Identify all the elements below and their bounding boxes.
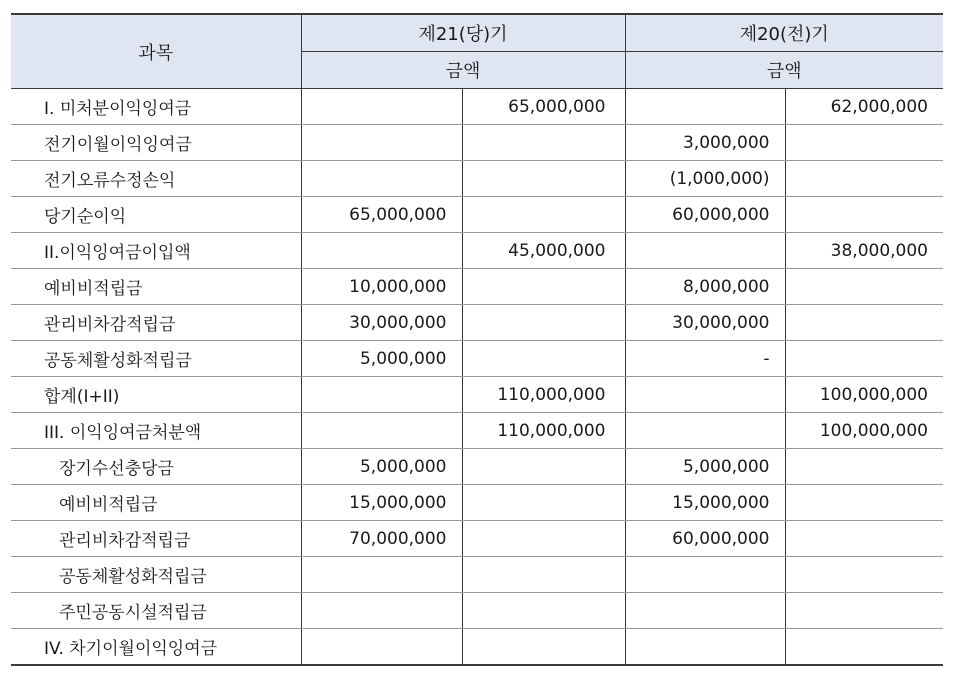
period-21-total-amount: 45,000,000 bbox=[462, 233, 625, 269]
period-21-total-amount bbox=[462, 521, 625, 557]
period-20-detail-amount: 30,000,000 bbox=[625, 305, 785, 341]
period-21-total-amount bbox=[462, 125, 625, 161]
period-20-detail-amount: 60,000,000 bbox=[625, 521, 785, 557]
period-20-total-amount bbox=[785, 125, 943, 161]
period-20-detail-amount bbox=[625, 89, 785, 125]
table-row bbox=[11, 197, 943, 233]
statement-table-container bbox=[11, 13, 943, 666]
period-21-detail-amount: 30,000,000 bbox=[301, 305, 462, 341]
period-20-total-amount: 100,000,000 bbox=[785, 413, 943, 449]
period-21-total-amount bbox=[462, 593, 625, 629]
period-20-detail-amount bbox=[625, 233, 785, 269]
table-row bbox=[11, 413, 943, 449]
row-label: 합계(I+II) bbox=[11, 377, 301, 413]
period-20-detail-amount bbox=[625, 413, 785, 449]
table-row bbox=[11, 629, 943, 666]
period-20-total-amount: 62,000,000 bbox=[785, 89, 943, 125]
period-20-total-amount bbox=[785, 557, 943, 593]
table-row bbox=[11, 593, 943, 629]
period-20-total-amount bbox=[785, 629, 943, 666]
period-21-total-amount bbox=[462, 449, 625, 485]
period-20-total-amount bbox=[785, 161, 943, 197]
row-label: 전기이월이익잉여금 bbox=[11, 125, 301, 161]
table-row bbox=[11, 485, 943, 521]
period-21-detail-amount: 10,000,000 bbox=[301, 269, 462, 305]
period-20-detail-amount: 8,000,000 bbox=[625, 269, 785, 305]
period-21-detail-amount bbox=[301, 89, 462, 125]
table-row bbox=[11, 161, 943, 197]
period-21-header: 제21(당)기 bbox=[301, 14, 625, 52]
period-21-detail-amount bbox=[301, 125, 462, 161]
amount-20-header: 금액 bbox=[625, 52, 943, 89]
table-row bbox=[11, 341, 943, 377]
table-row bbox=[11, 125, 943, 161]
table-row bbox=[11, 377, 943, 413]
row-label: 장기수선충당금 bbox=[11, 449, 301, 485]
period-21-detail-amount bbox=[301, 413, 462, 449]
period-21-total-amount bbox=[462, 557, 625, 593]
period-20-total-amount bbox=[785, 197, 943, 233]
period-21-total-amount bbox=[462, 269, 625, 305]
row-label: 전기오류수정손익 bbox=[11, 161, 301, 197]
amount-21-header: 금액 bbox=[301, 52, 625, 89]
period-20-total-amount bbox=[785, 449, 943, 485]
period-20-detail-amount: - bbox=[625, 341, 785, 377]
period-20-total-amount bbox=[785, 305, 943, 341]
period-21-total-amount bbox=[462, 197, 625, 233]
table-row bbox=[11, 521, 943, 557]
period-21-detail-amount bbox=[301, 161, 462, 197]
table-row bbox=[11, 269, 943, 305]
row-label: I. 미처분이익잉여금 bbox=[11, 89, 301, 125]
period-20-total-amount bbox=[785, 341, 943, 377]
period-21-total-amount bbox=[462, 629, 625, 666]
period-20-detail-amount bbox=[625, 557, 785, 593]
row-label: 당기순이익 bbox=[11, 197, 301, 233]
period-20-detail-amount: (1,000,000) bbox=[625, 161, 785, 197]
period-20-detail-amount: 3,000,000 bbox=[625, 125, 785, 161]
table-row bbox=[11, 449, 943, 485]
period-21-detail-amount: 5,000,000 bbox=[301, 449, 462, 485]
period-21-total-amount: 110,000,000 bbox=[462, 413, 625, 449]
period-21-detail-amount bbox=[301, 629, 462, 666]
row-label: 주민공동시설적립금 bbox=[11, 593, 301, 629]
period-21-detail-amount bbox=[301, 593, 462, 629]
row-label: 예비비적립금 bbox=[11, 269, 301, 305]
table-row bbox=[11, 233, 943, 269]
row-label: 관리비차감적립금 bbox=[11, 521, 301, 557]
table-row bbox=[11, 305, 943, 341]
period-21-detail-amount bbox=[301, 377, 462, 413]
period-20-detail-amount bbox=[625, 593, 785, 629]
period-20-total-amount bbox=[785, 269, 943, 305]
period-20-detail-amount: 15,000,000 bbox=[625, 485, 785, 521]
period-20-detail-amount: 5,000,000 bbox=[625, 449, 785, 485]
period-21-total-amount: 110,000,000 bbox=[462, 377, 625, 413]
table-row bbox=[11, 557, 943, 593]
period-21-detail-amount bbox=[301, 557, 462, 593]
period-21-total-amount bbox=[462, 305, 625, 341]
period-20-total-amount bbox=[785, 521, 943, 557]
period-20-total-amount bbox=[785, 485, 943, 521]
row-label: 공동체활성화적립금 bbox=[11, 557, 301, 593]
period-21-detail-amount: 65,000,000 bbox=[301, 197, 462, 233]
row-label: 예비비적립금 bbox=[11, 485, 301, 521]
period-21-total-amount: 65,000,000 bbox=[462, 89, 625, 125]
row-label: III. 이익잉여금처분액 bbox=[11, 413, 301, 449]
period-20-total-amount bbox=[785, 593, 943, 629]
row-label: 관리비차감적립금 bbox=[11, 305, 301, 341]
subject-header: 과목 bbox=[11, 14, 301, 89]
period-21-total-amount bbox=[462, 485, 625, 521]
period-20-detail-amount bbox=[625, 377, 785, 413]
period-20-detail-amount bbox=[625, 629, 785, 666]
table-row bbox=[11, 89, 943, 125]
row-label: IV. 차기이월이익잉여금 bbox=[11, 629, 301, 666]
period-21-total-amount bbox=[462, 341, 625, 377]
period-21-detail-amount bbox=[301, 233, 462, 269]
period-20-header: 제20(전)기 bbox=[625, 14, 943, 52]
period-20-detail-amount: 60,000,000 bbox=[625, 197, 785, 233]
table-body bbox=[11, 89, 943, 666]
surplus-disposition-table bbox=[11, 13, 943, 666]
period-21-detail-amount: 70,000,000 bbox=[301, 521, 462, 557]
table-header bbox=[11, 14, 943, 89]
period-21-detail-amount: 15,000,000 bbox=[301, 485, 462, 521]
period-20-total-amount: 38,000,000 bbox=[785, 233, 943, 269]
period-21-total-amount bbox=[462, 161, 625, 197]
period-21-detail-amount: 5,000,000 bbox=[301, 341, 462, 377]
period-20-total-amount: 100,000,000 bbox=[785, 377, 943, 413]
row-label: II.이익잉여금이입액 bbox=[11, 233, 301, 269]
row-label: 공동체활성화적립금 bbox=[11, 341, 301, 377]
